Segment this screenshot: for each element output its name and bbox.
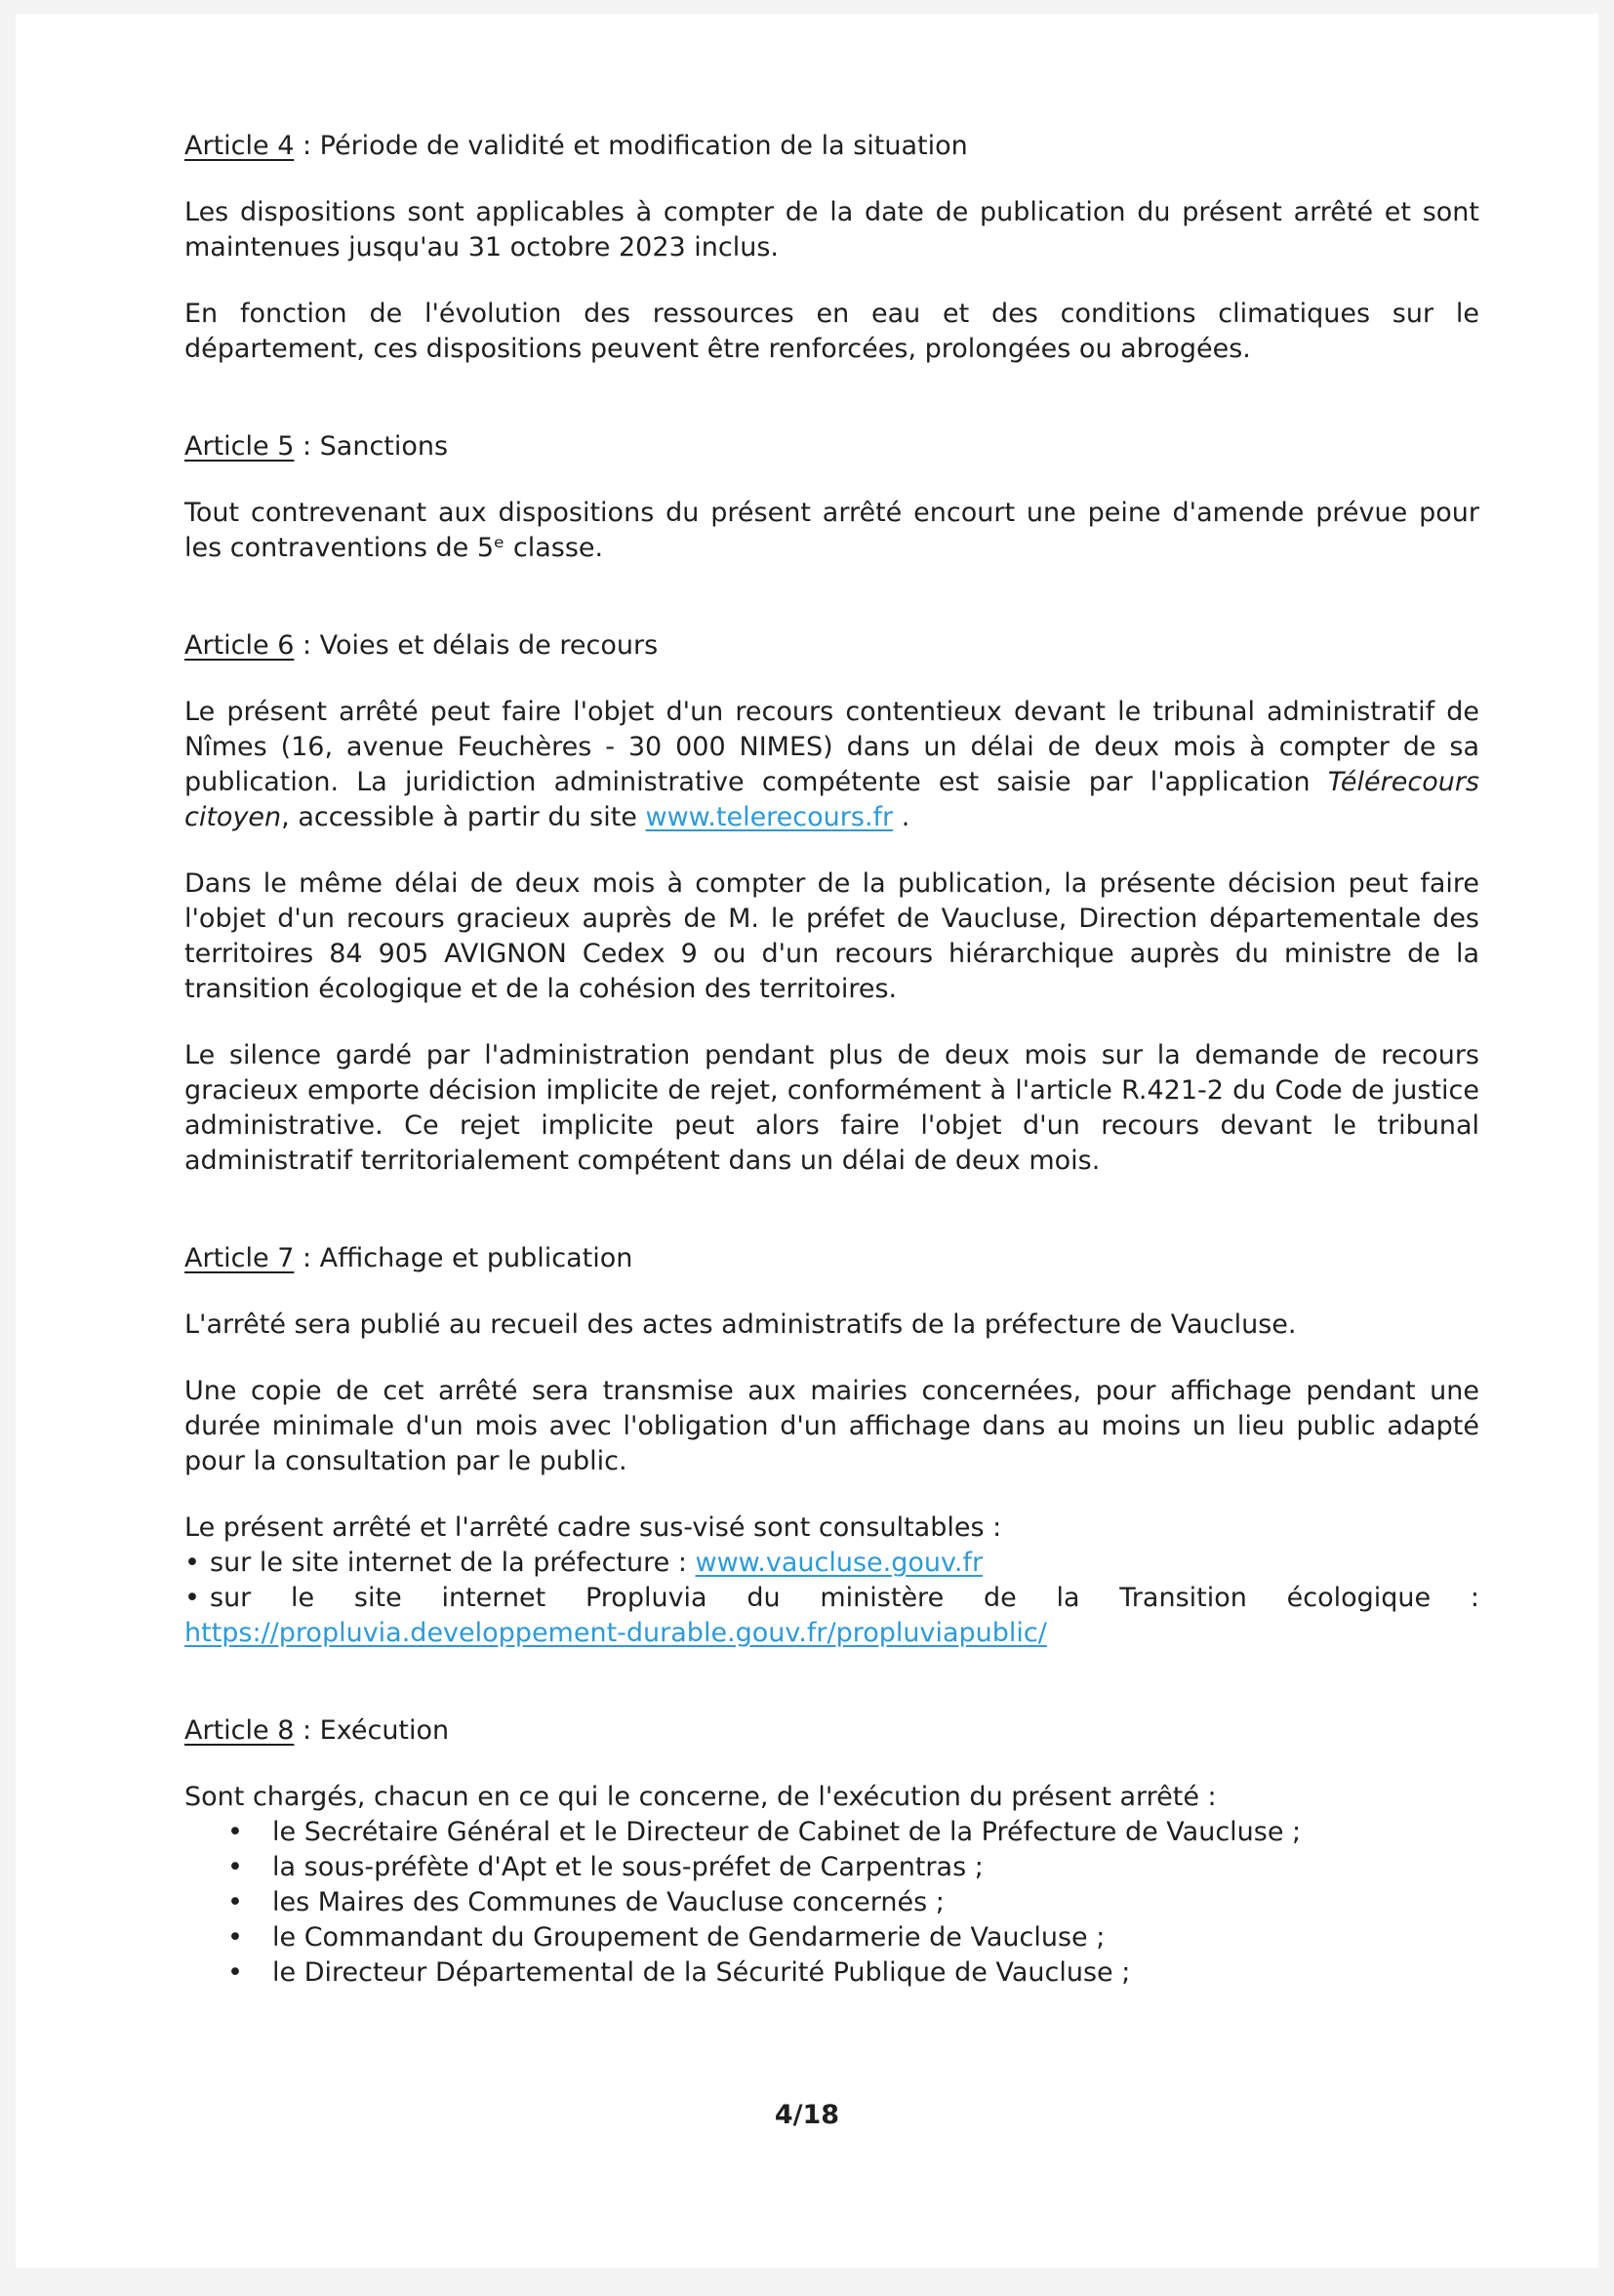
list-item-text: le Secrétaire Général et le Directeur de Cabinet de la Préfecture de Vaucluse ; — [272, 1817, 1302, 1847]
article-5-title: : Sanctions — [294, 431, 449, 462]
article-4-paragraph-2: En fonction de l'évolution des ressources en eau et des conditions climatiques sur le département, ces dispositions peuvent être renforcées, prolongées ou abrogées. — [184, 299, 1479, 364]
consultation-item-prefecture — [184, 1546, 1479, 1581]
article-6-p1-text-c: . — [893, 802, 910, 832]
vaucluse-gouv-link[interactable]: www.vaucluse.gouv.fr — [695, 1548, 984, 1578]
propluvia-link[interactable]: https://propluvia.developpement-durable.gouv.fr/propluviapublic/ — [184, 1618, 1047, 1648]
page-number: 4/18 — [774, 2100, 840, 2130]
article-8-intro: Sont chargés, chacun en ce qui le concerne, de l'exécution du présent arrêté : — [184, 1782, 1217, 1812]
article-8-heading — [184, 1713, 1479, 1749]
consultation-intro: Le présent arrêté et l'arrêté cadre sus-visé sont consultables : — [184, 1512, 1002, 1543]
bullet-dot: • — [227, 1887, 243, 1917]
article-6-paragraph-2: Dans le même délai de deux mois à compter de la publication, la présente décision peut faire l'objet d'un recours gracieux auprès de M. le préfet de Vaucluse, Direction départementale des territoires 84 905 AVIGNON Cedex 9 ou d'un recours hiérarchique auprès du ministre de la transition écologique et de la cohésion des territoires. — [184, 868, 1479, 1004]
article-6-title: : Voies et délais de recours — [294, 630, 659, 661]
bullet-dot: • — [227, 1957, 243, 1988]
article-4-heading — [184, 129, 1479, 164]
bullet-dot: • — [227, 1817, 243, 1847]
article-7-paragraph-2: Une copie de cet arrêté sera transmise aux mairies concernées, pour affichage pendant une durée minimale d'un mois avec l'obligation d'un affichage dans au moins un lieu public adapté pour la consultation par le public. — [184, 1376, 1479, 1476]
article-6-p1-text-b: , accessible à partir du site — [281, 802, 646, 832]
article-7-paragraph-1: L'arrêté sera publié au recueil des actes administratifs de la préfecture de Vaucluse. — [184, 1309, 1297, 1340]
article-4-paragraph-1: Les dispositions sont applicables à compter de la date de publication du présent arrêté et sont maintenues jusqu'au 31 octobre 2023 inclus. — [184, 197, 1479, 262]
article-7-label: Article 7 — [184, 1243, 295, 1273]
list-item-text: la sous-préfète d'Apt et le sous-préfet de Carpentras ; — [272, 1852, 984, 1882]
document-page — [16, 14, 1598, 2268]
document-body — [184, 129, 1479, 1991]
article-7-heading — [184, 1241, 1479, 1276]
article-8-title: : Exécution — [294, 1715, 450, 1746]
consultation-item-prefecture-text: sur le site internet de la préfecture : — [210, 1548, 696, 1578]
list-item — [227, 1955, 1479, 1991]
telerecours-link[interactable]: www.telerecours.fr — [645, 802, 894, 832]
article-5-paragraph-1: Tout contrevenant aux dispositions du présent arrêté encourt une peine d'amende prévue pour les contraventions de 5ᵉ classe. — [184, 498, 1479, 563]
consultation-item-propluvia — [184, 1581, 1479, 1616]
list-item — [227, 1850, 1479, 1885]
article-6-paragraph-3: Le silence gardé par l'administration pendant plus de deux mois sur la demande de recours gracieux emporte décision implicite de rejet, conformément à l'article R.421-2 du Code de justice administrative. Ce rejet implicite peut alors faire l'objet d'un recours devant le tribunal administratif territorialement compétent dans un délai de deux mois. — [184, 1040, 1479, 1176]
article-6-label: Article 6 — [184, 630, 295, 661]
bullet-dot: • — [184, 1548, 200, 1578]
article-8-label: Article 8 — [184, 1715, 295, 1746]
article-6-heading — [184, 628, 1479, 664]
article-6-paragraph-1 — [184, 695, 1479, 835]
consultation-item-propluvia-text: sur le site internet Propluvia du ministère de la Transition écologique : — [210, 1583, 1479, 1613]
list-item-text: le Commandant du Groupement de Gendarmerie de Vaucluse ; — [272, 1922, 1106, 1953]
article-7-title: : Affichage et publication — [294, 1243, 633, 1273]
article-4-title: : Période de validité et modification de la situation — [294, 131, 968, 161]
article-5-heading — [184, 429, 1479, 464]
article-5-label: Article 5 — [184, 431, 295, 462]
bullet-dot: • — [227, 1922, 243, 1953]
list-item — [227, 1815, 1479, 1850]
list-item — [227, 1920, 1479, 1955]
list-item-text: les Maires des Communes de Vaucluse concernés ; — [272, 1887, 945, 1917]
telerecours-app-name: Télérecours citoyen — [184, 767, 1479, 832]
bullet-dot: • — [227, 1852, 243, 1882]
bullet-dot: • — [184, 1583, 200, 1613]
consultation-block — [184, 1511, 1479, 1651]
article-4-label: Article 4 — [184, 131, 295, 161]
execution-list — [184, 1815, 1479, 1991]
list-item — [227, 1885, 1479, 1920]
list-item-text: le Directeur Départemental de la Sécurité Publique de Vaucluse ; — [272, 1957, 1131, 1988]
article-6-p1-text-a: Le présent arrêté peut faire l'objet d'un recours contentieux devant le tribunal administratif de Nîmes (16, avenue Feuchères - 30 000 NIMES) dans un délai de deux mois à compter de sa publication. La juridiction administrative compétente est saisie par l'application — [184, 697, 1479, 797]
